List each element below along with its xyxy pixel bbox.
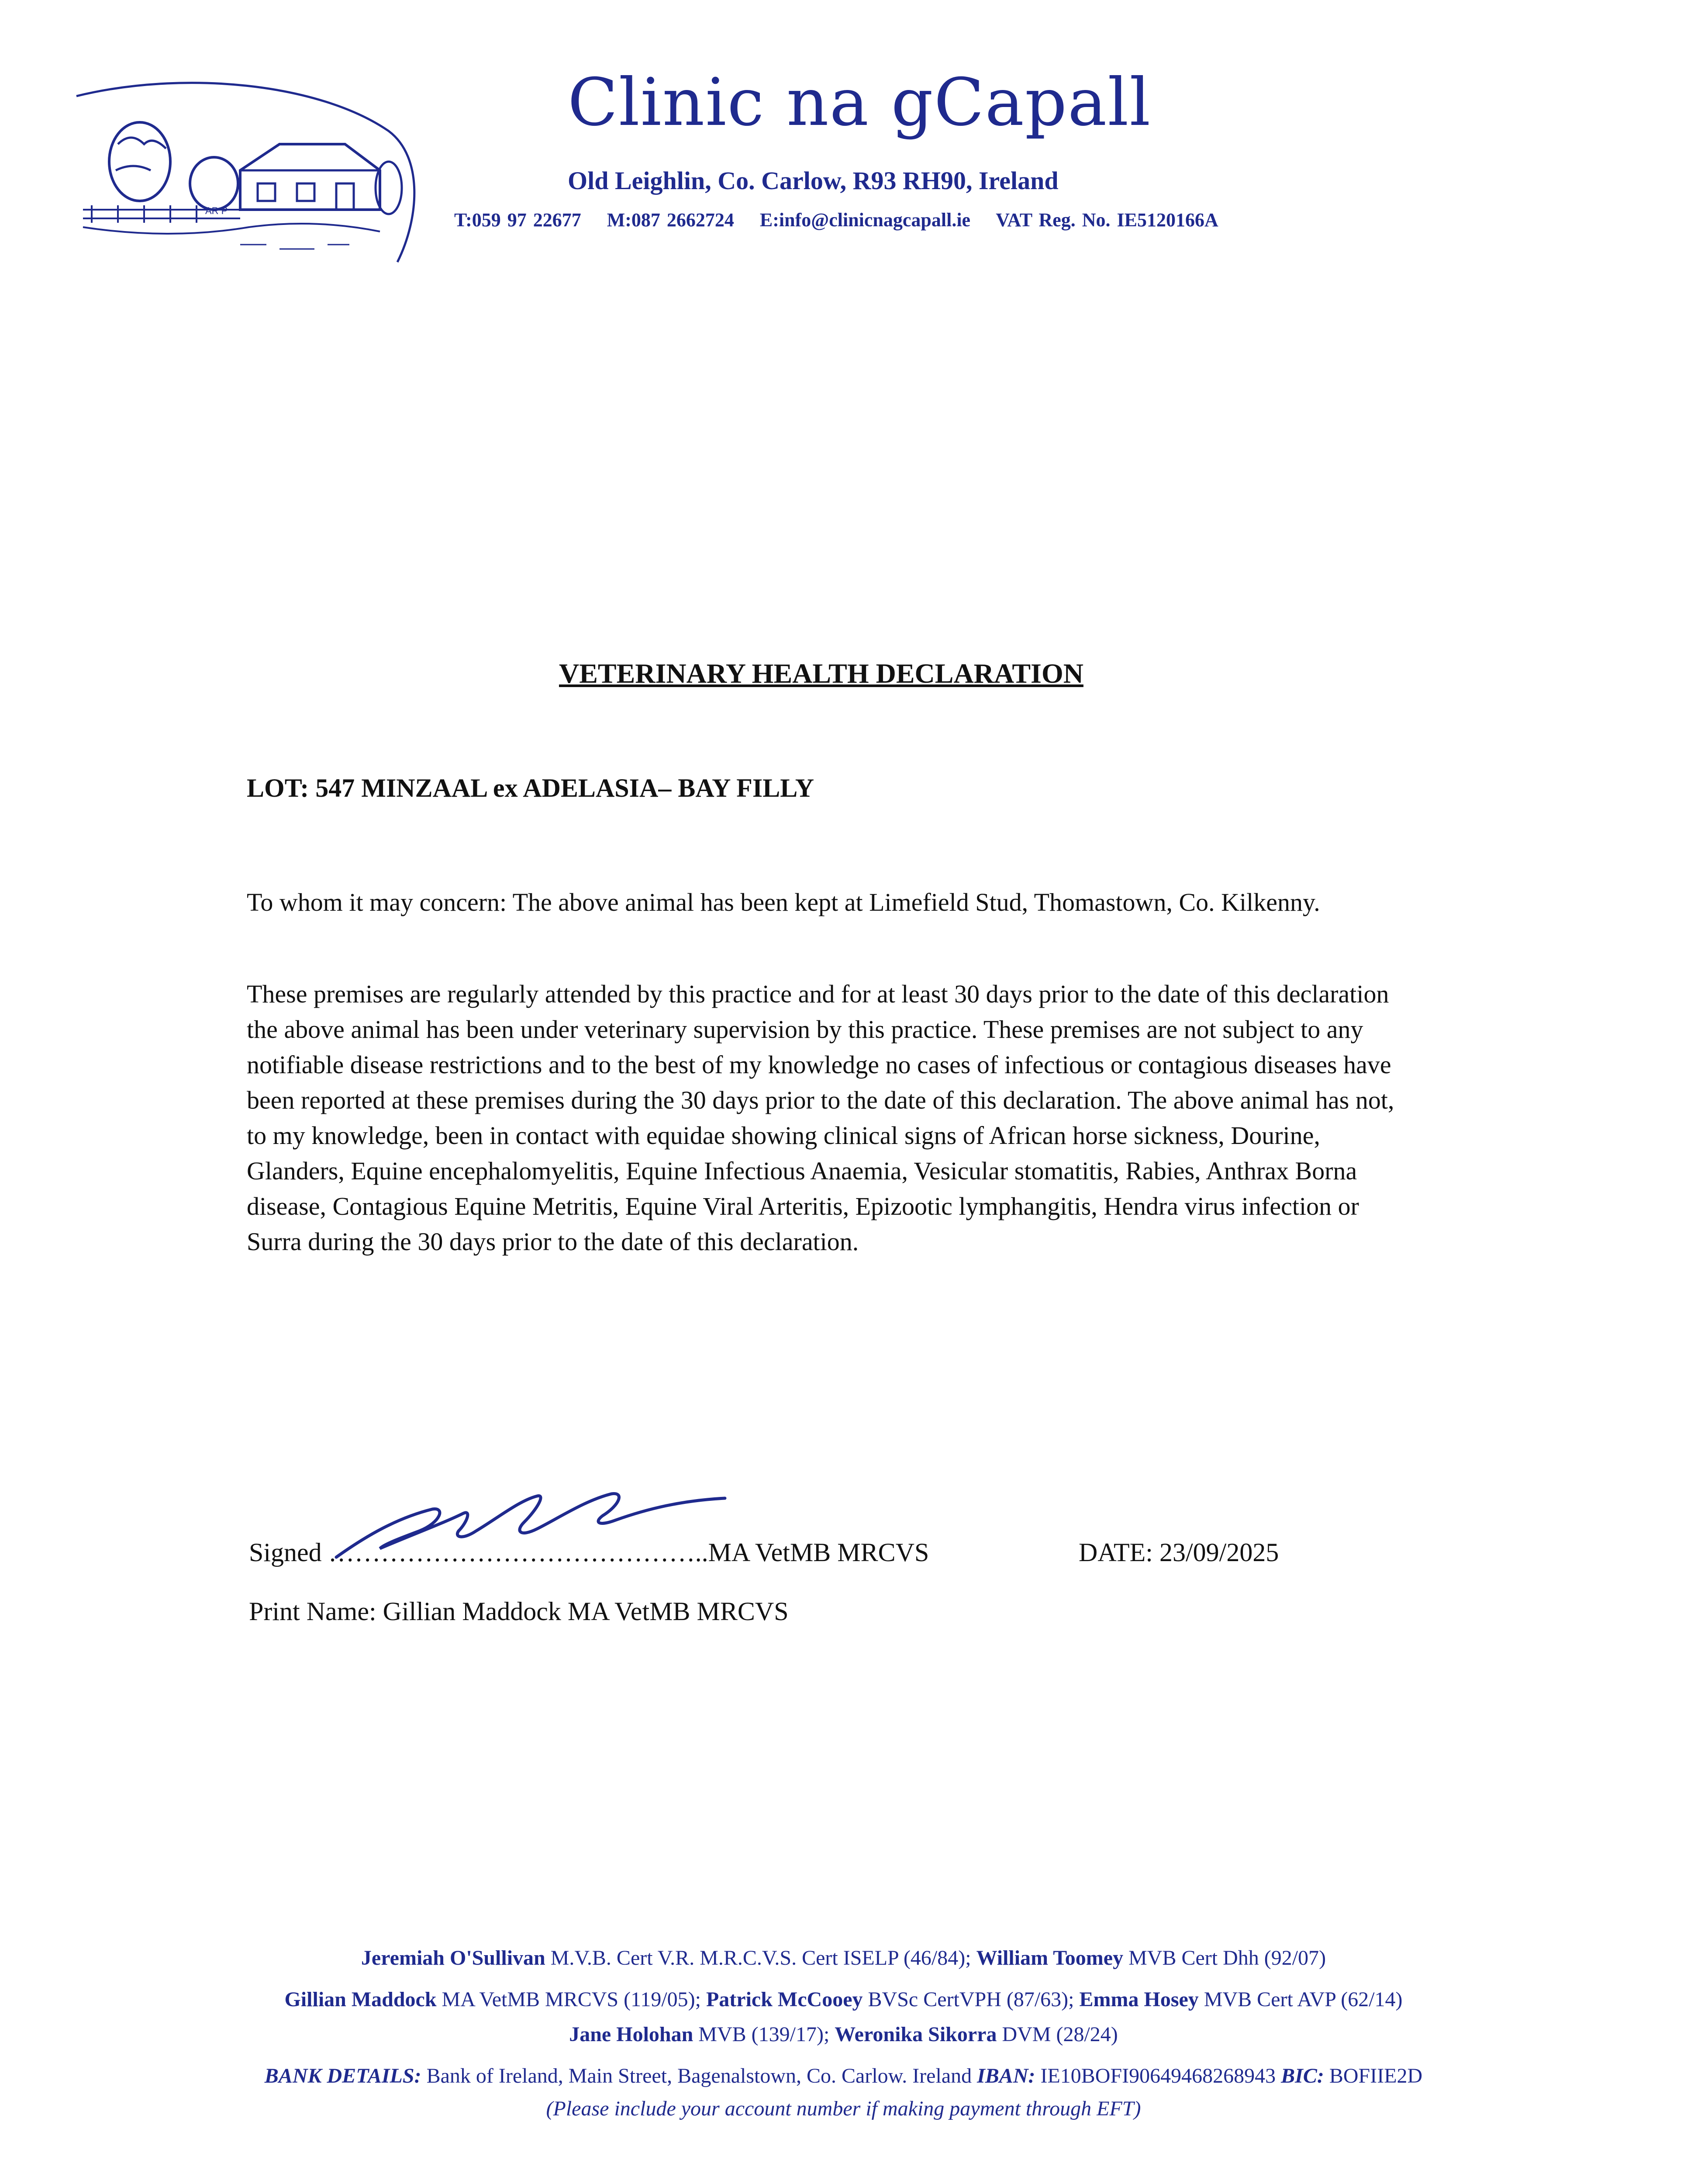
mobile: M:087 2662724 <box>607 209 734 231</box>
document-title: VETERINARY HEALTH DECLARATION <box>559 658 1083 689</box>
staff-name: Emma Hosey <box>1079 1988 1199 2011</box>
staff-name: Jane Holohan <box>569 2023 693 2046</box>
staff-credentials: MVB Cert AVP (62/14) <box>1198 1988 1403 2011</box>
bic-label: BIC: <box>1281 2064 1324 2087</box>
signed-label: Signed <box>249 1538 328 1567</box>
contact-line <box>454 209 1546 231</box>
staff-credentials: DVM (28/24) <box>997 2023 1118 2046</box>
staff-name: Patrick McCooey <box>706 1988 863 2011</box>
staff-line-1 <box>0 1946 1687 1970</box>
clinic-name: Clinic na gCapall <box>568 65 1152 141</box>
staff-credentials: M.V.B. Cert V.R. M.R.C.V.S. Cert ISELP (46/84); <box>545 1946 976 1970</box>
lot-line: LOT: 547 MINZAAL ex ADELASIA– BAY FILLY <box>247 774 814 802</box>
signature-dots: …………………………………….. <box>328 1538 708 1567</box>
vat-number: VAT Reg. No. IE5120166A <box>996 209 1218 231</box>
staff-line-3 <box>0 2022 1687 2046</box>
staff-line-2 <box>0 1987 1687 2011</box>
staff-name: Gillian Maddock <box>284 1988 437 2011</box>
payment-note: (Please include your account number if making payment through EFT) <box>546 2097 1141 2120</box>
farmhouse-logo-icon <box>74 79 424 280</box>
bank-value: Bank of Ireland, Main Street, Bagenalstown, Co. Carlow. Ireland <box>421 2064 977 2087</box>
email-link[interactable]: E:info@clinicnagcapall.ie <box>759 209 971 231</box>
signer-qualifications: MA VetMB MRCVS <box>708 1538 929 1567</box>
staff-credentials: MVB (139/17); <box>693 2023 835 2046</box>
svg-text:AR P: AR P <box>205 205 228 216</box>
staff-credentials: MVB Cert Dhh (92/07) <box>1123 1946 1326 1970</box>
print-name: Print Name: Gillian Maddock MA VetMB MRCVS <box>249 1597 789 1626</box>
clinic-address: Old Leighlin, Co. Carlow, R93 RH90, Ireland <box>568 166 1059 195</box>
bic-value: BOFIIE2D <box>1324 2064 1423 2087</box>
bank-label: BANK DETAILS: <box>264 2064 421 2087</box>
staff-name: William Toomey <box>976 1946 1124 1970</box>
staff-name: Weronika Sikorra <box>835 2023 997 2046</box>
declaration-date: DATE: 23/09/2025 <box>1079 1538 1279 1567</box>
staff-credentials: BVSc CertVPH (87/63); <box>862 1988 1080 2011</box>
iban-label: IBAN: <box>977 2064 1035 2087</box>
staff-name: Jeremiah O'Sullivan <box>361 1946 545 1970</box>
paragraph-premises: To whom it may concern: The above animal has been kept at Limefield Stud, Thomastown, Co. Kilkenny. <box>247 888 1320 916</box>
iban-value: IE10BOFI90649468268943 <box>1035 2064 1281 2087</box>
bank-details <box>0 2064 1687 2088</box>
staff-credentials: MA VetMB MRCVS (119/05); <box>436 1988 706 2011</box>
telephone: T:059 97 22677 <box>454 209 581 231</box>
paragraph-declaration: These premises are regularly attended by this practice and for at least 30 days prior to the date of this declaration the above animal has been under veterinary supervision by this practice. These premises are not subject to any notifiable disease restrictions and to the best of my knowledge no cases of infectious or contagious diseases have been reported at these premises during the 30 days prior to the date of this declaration. The above animal has not, to my knowledge, been in contact with equidae showing clinical signs of African horse sickness, Dourine, Glanders, Equine encephalomyelitis, Equine Infectious Anaemia, Vesicular stomatitis, Rabies, Anthrax Borna disease, Contagious Equine Metritis, Equine Viral Arteritis, Epizootic lymphangitis, Hendra virus infection or Surra during the 30 days prior to the date of this declaration. <box>247 980 1394 1256</box>
signature-icon <box>332 1483 769 1570</box>
